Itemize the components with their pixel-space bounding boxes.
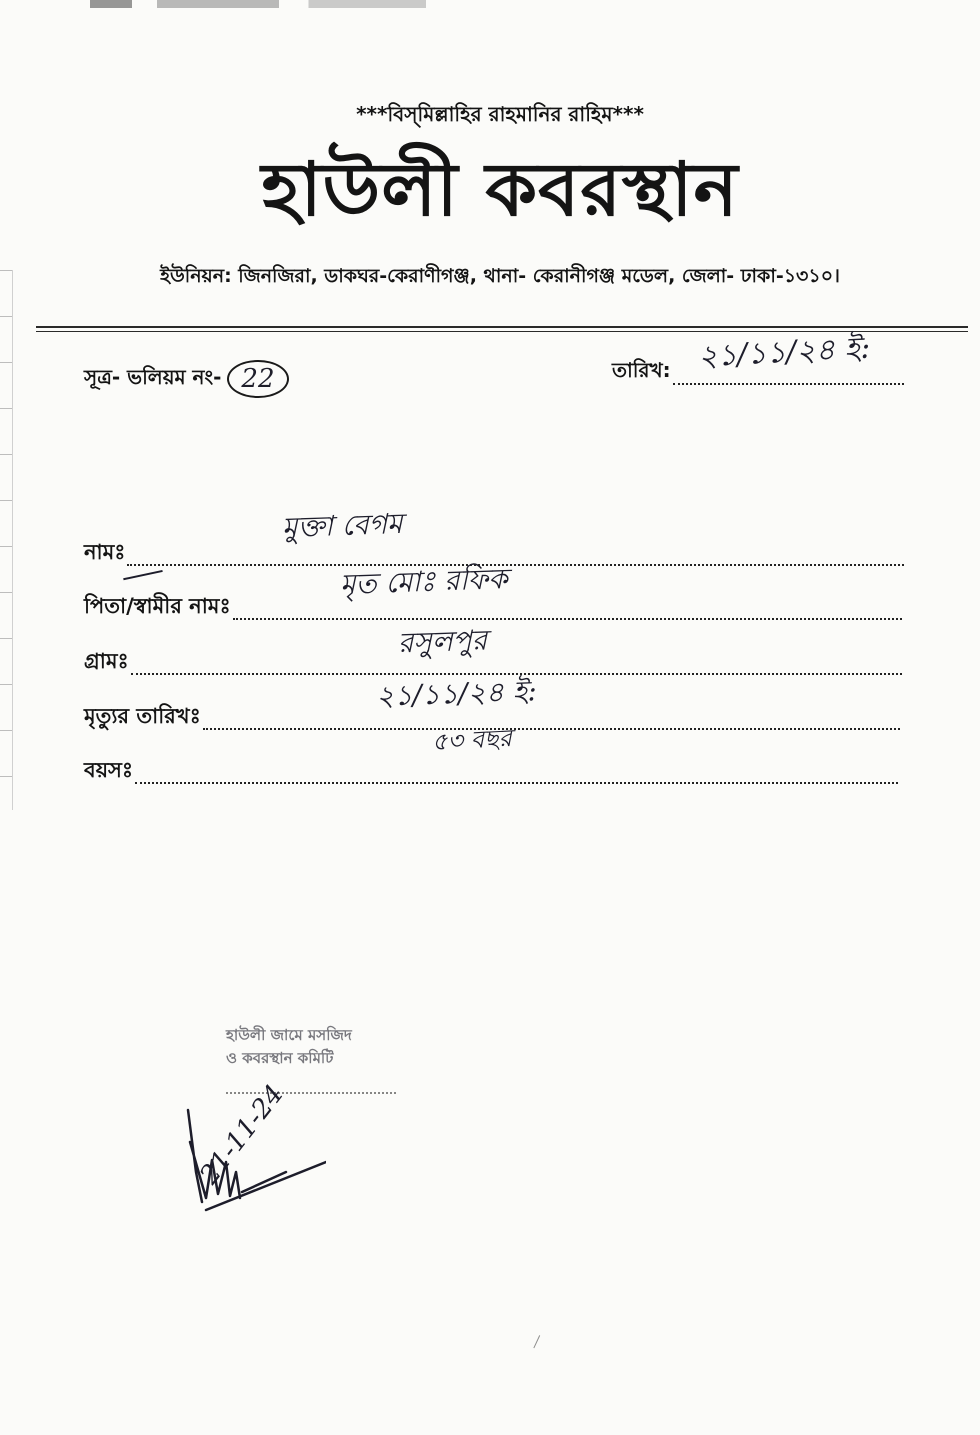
- pen-speck: [533, 1335, 545, 1351]
- village-label: গ্রামঃ: [84, 649, 129, 673]
- handwritten-father-husband-name: মৃত মোঃ রফিক: [339, 562, 509, 601]
- graveyard-title: হাউলী কবরস্থান: [261, 147, 739, 233]
- stamp-line-1: হাউলী জামে মসজিদ: [226, 1026, 352, 1044]
- volume-number: 22: [227, 360, 288, 398]
- bismillah-line: ***বিস্‌মিল্লাহির রাহমানির রাহিম***: [356, 102, 644, 126]
- name-label: নামঃ: [84, 540, 126, 564]
- handwritten-village: রসুলপুর: [397, 623, 488, 660]
- handwritten-age: ৫৩ বছর: [431, 723, 513, 757]
- pen-stroke-mark: [123, 570, 165, 590]
- handwritten-issue-date: ২১/১১/২৪ ই:: [697, 330, 872, 375]
- handwritten-death-date: ২১/১১/২৪ ই:: [375, 674, 538, 713]
- address-line: ইউনিয়ন: জিনজিরা, ডাকঘর-কেরাণীগঞ্জ, থানা- কেরানীগঞ্জ মডেল, জেলা- ঢাকা-১৩১০।: [160, 265, 840, 287]
- volume-row: [84, 360, 289, 398]
- age-label: বয়সঃ: [84, 758, 134, 782]
- committee-stamp: [226, 1024, 352, 1069]
- father-husband-label: পিতা/স্বামীর নামঃ: [84, 594, 231, 618]
- stamp-signature-line: [226, 1092, 396, 1094]
- left-edge-scan-artifact: [0, 270, 13, 810]
- age-dotted-line: [135, 781, 898, 784]
- father-husband-dotted-line: [233, 617, 902, 620]
- death-date-dotted-line: [203, 727, 900, 730]
- name-dotted-line: [127, 563, 904, 566]
- top-edge-scan-artifact: [90, 0, 510, 8]
- stamp-line-2: ও কবরস্থান কমিটি: [226, 1048, 334, 1067]
- handwritten-name: মুক্তা বেগম: [281, 506, 404, 545]
- signature-date: 21-11-24: [194, 1079, 290, 1190]
- death-date-label: মৃত্যুর তারিখঃ: [84, 704, 201, 728]
- date-label: তারিখ:: [612, 358, 671, 382]
- volume-label: সূত্র- ভলিয়ম নং-: [84, 364, 222, 389]
